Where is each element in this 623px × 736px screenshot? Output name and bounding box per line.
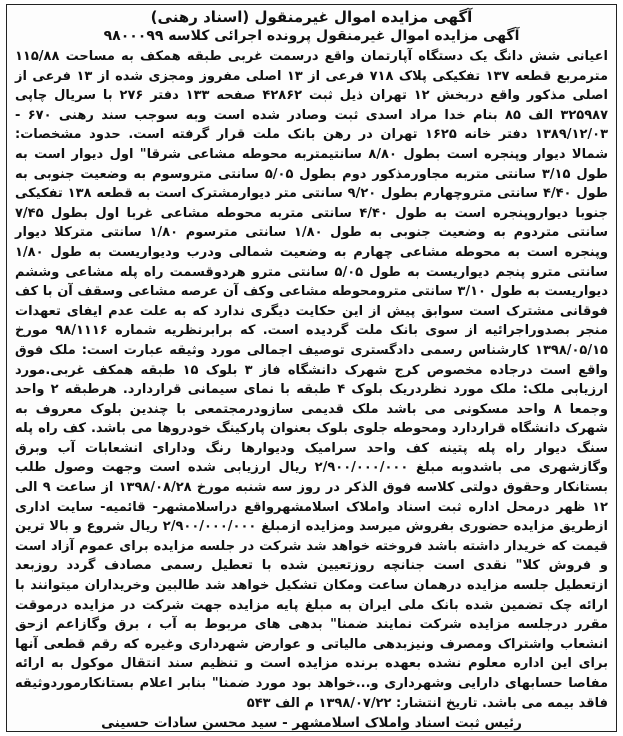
notice-title: آگهی مزایده اموال غیرمنقول (اسناد رهنی)	[150, 8, 473, 26]
notice-signature: رئیس ثبت اسناد واملاک اسلامشهر - سید محسن سادات حسینی	[101, 715, 522, 732]
auction-notice	[6, 4, 617, 732]
notice-subtitle: آگهی مزایده اموال غیرمنقول پرونده اجرائی کلاسه ۹۸۰۰۰۹۹	[103, 28, 520, 44]
notice-body: اعیانی شش دانگ یک دستگاه آپارتمان واقع درسمت غربی طبقه همکف به مساحت ۱۱۵/۸۸ مترمربع قطعه ۱۳۷ تفکیکی پلاک ۷۱۸ فرعی از ۱۳ اصلی مفروز ومجزی شده از ۱۳ فرعی از اصلی مذکور واقع دربخش ۱۲ تهران ذیل ثبت ۴۲۸۶۲ صفحه ۱۳۳ دفتر ۲۷۶ با سریال چاپی ۳۲۵۹۸۷ الف ۸۵ بنام خدا مراد اسدی ثبت وصادر شده است وبه سوجب سند رهنی ۶۷۰ - ۱۳۸۹/۱۲/۰۳ دفتر خانه ۱۶۲۵ تهران در رهن بانک ملت قرار گرفته است. حدود مشخصات: شمالا دیوار وپنجره است بطول ۸/۸۰ سانتیمتربه محوطه مشاعی شرقا" اول دیوار است به طول ۳/۱۵ سانتی متربه مجاورمذکور دوم بطول ۵/۰۵ سانتی متروسوم به وضعیت جنوبی به طول ۴/۴۰ سانتی متروچهارم بطول ۹/۲۰ سانتی متر دیوارمشترک است به قطعه ۱۳۸ تفکیکی جنوبا دیواروپنجره است به طول ۴/۴۰ سانتی متربه محوطه مشاعی غربا اول بطول ۷/۴۵ سانتی متردوم به وضعیت جنوبی به طول ۱/۸۰ سانتی مترسوم ۱/۸۰ سانتی مترکلا دیوار وپنجره است به محوطه مشاعی چهارم به وضعیت شمالی ودرب ودیواریست به طول ۱/۸۰ سانتی مترو پنجم دیواریست به طول ۵/۰۵ سانتی مترو هردوقسمت راه پله مشاعی وششم دیواریست به طول ۳/۱۰ سانتی مترومحوطه مشاعی وکف آن عرصه مشاعی وسقف آن با کف فوقانی مشترک است سوابق پیش از این حکایت دیگری ندارد که به علت عدم ایفای تعهدات منجر بصدوراجرائیه از سوی بانک ملت گردیده است. که برابرنظریه شماره ۹۸/۱۱۱۶ مورخ ۱۳۹۸/۰۵/۱۵ کارشناس رسمی دادگستری توصیف اجمالی مورد وثیقه عبارت است: ملک فوق واقع است درجاده مخصوص کرج شهرک دانشگاه فاز ۳ بلوک ۱۵ طبقه همکف غربی.مورد ارزیابی ملک: ملک مورد نظردریک بلوک ۴ طبقه با نمای سیمانی قراردارد. هرطبقه ۲ واحد وجمعا ۸ واحد مسکونی می باشد ملک قدیمی سازودرمجتمعی با چندین بلوک معروف به شهرک دانشگاه قراردارد ومحوطه جلوی بلوک بعنوان پارکینگ خودروها می باشد. کف راه پله سنگ دیوار راه پله پتینه کف واحد سرامیک ودیوارها رنگ ودارای انشعابات آب وبرق وگازشهری می باشدوبه مبلغ ۲/۹۰۰/۰۰۰/۰۰۰ ریال ارزیابی شده است وجهت وصول طلب بستانکار وحقوق دولتی کلاسه فوق الذکر در روز سه شنبه مورخ ۱۳۹۸/۰۸/۲۸ از ساعت ۹ الی ۱۲ ظهر درمحل اداره ثبت اسناد واملاک اسلامشهرواقع دراسلامشهر- قائمیه- سایت اداری ازطریق مزایده حضوری بفروش میرسد ومزایده ازمبلغ ۲/۹۰۰/۰۰۰/۰۰۰ ریال شروع و بالا ترین قیمت که خریدار داشته باشد فروخته خواهد شد شرکت در جلسه مزایده برای عموم آزاد است و فروش کلا" نقدی است جنانچه روزتعیین شده با تعطیل رسمی مصادف گردد روزبعد ازتعطیل جلسه مزایده درهمان ساعت ومکان تشکیل خواهد شد طالبین وخریداران میتوانند با ارائه چک تضمین شده بانک ملی ایران به مبلغ پایه مزایده جهت شرکت در مزایده درموقت مقرر درجلسه مزایده شرکت نمایند ضمنا" بدهی های مربوط به آب ، برق وگازاعم ازحق انشعاب واشتراک ومصرف ونیزبدهی مالیاتی و عوارض شهرداری وغیره که رقم قطعی آنها برای این اداره معلوم نشده بعهده برنده مزایده است و تنظیم سند انتقال موکول به ارائه مفاصا حسابهای دارایی وشهرداری و...خواهد بود مورد ضمنا" بنابر اعلام بستانکارموردوثیقه فاقد بیمه می باشد. تاریخ انتشار: ۱۳۹۸/۰۷/۲۲ م الف ۵۴۳	[15, 49, 609, 711]
